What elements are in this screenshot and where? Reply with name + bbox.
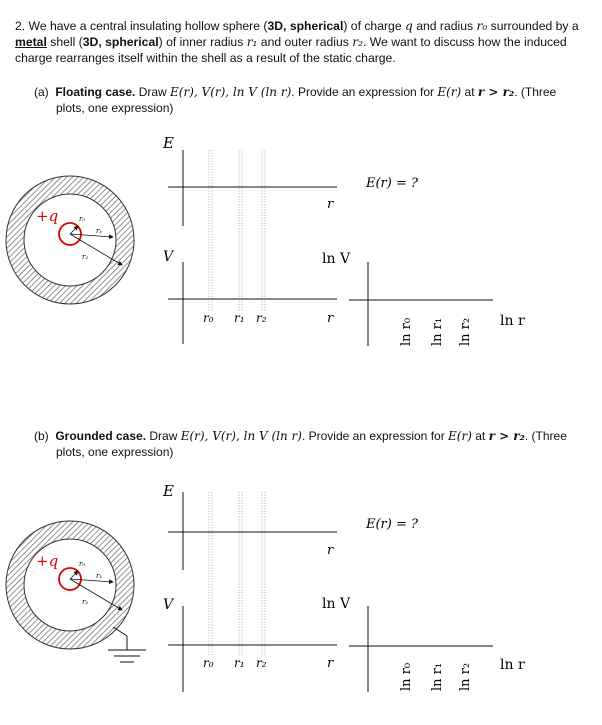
lnV-axis-label: ln V — [322, 596, 351, 612]
r1-label: r₁ — [96, 227, 103, 235]
r1-label: r₁ — [96, 572, 103, 580]
charge-label: +q — [36, 207, 59, 225]
lnr2-tick: ln r₂ — [458, 662, 473, 691]
r2-tick: r₂ — [256, 311, 267, 325]
lnr-axis-label: ln r — [500, 657, 525, 673]
r1-tick: r₁ — [234, 656, 245, 670]
r0-tick: r₀ — [203, 656, 214, 670]
lnV-plot-b — [322, 596, 525, 692]
sphere-diagram-b — [6, 521, 134, 649]
sphere-diagram-a — [6, 176, 134, 304]
lnr2-tick: ln r₂ — [458, 317, 473, 346]
V-axis-label: V — [163, 597, 174, 613]
r2-label: r₂ — [82, 598, 89, 606]
r-axis-label: r — [327, 311, 334, 326]
charge-label: +q — [36, 552, 59, 570]
r2-tick: r₂ — [256, 656, 267, 670]
lnr0-tick: ln r₀ — [399, 317, 414, 346]
r0-tick: r₀ — [203, 311, 214, 325]
lnV-plot-a — [322, 251, 525, 346]
lnr-axis-label: ln r — [500, 313, 525, 329]
part-a-text: (a) Floating case. Draw E(r), V(r), ln V (ln r). Provide an expression for E(r) at r > r₂. (Three plots, one expression) — [34, 85, 557, 115]
r0-label: r₀ — [79, 215, 86, 223]
r-axis-label: r — [327, 656, 334, 671]
lnr0-tick: ln r₀ — [399, 662, 414, 691]
E-axis-label: E — [163, 482, 174, 500]
V-axis-label: V — [163, 249, 174, 265]
E-plot-b — [162, 482, 337, 570]
r-axis-label: r — [327, 543, 334, 558]
problem-intro: 2. We have a central insulating hollow sphere (3D, spherical) of charge q and radius r₀ surrounded by a metal shell (3D, spherical) of inner radius r₁ and outer radius r₂. We want to discuss how the induced charge rearranges itself within the shell as a result of the static charge. — [15, 19, 579, 65]
V-plot-a — [163, 249, 337, 344]
V-plot-b — [163, 597, 337, 692]
r0-label: r₀ — [79, 560, 86, 568]
E-axis-label: E — [163, 134, 174, 152]
E-expression-a: E(r) = ? — [366, 176, 418, 191]
guide-lines-a — [209, 150, 265, 312]
part-b-text: (b) Grounded case. Draw E(r), V(r), ln V (ln r). Provide an expression for E(r) at r > r₂. (Three plots, one expression) — [34, 429, 567, 459]
E-plot-a — [162, 134, 337, 226]
lnV-axis-label: ln V — [322, 251, 351, 267]
guide-lines-b — [209, 492, 265, 655]
lnr1-tick: ln r₁ — [430, 662, 445, 691]
r-axis-label: r — [327, 197, 334, 212]
r2-label: r₂ — [82, 253, 89, 261]
r1-tick: r₁ — [234, 311, 245, 325]
E-expression-b: E(r) = ? — [366, 517, 418, 532]
lnr1-tick: ln r₁ — [430, 317, 445, 346]
